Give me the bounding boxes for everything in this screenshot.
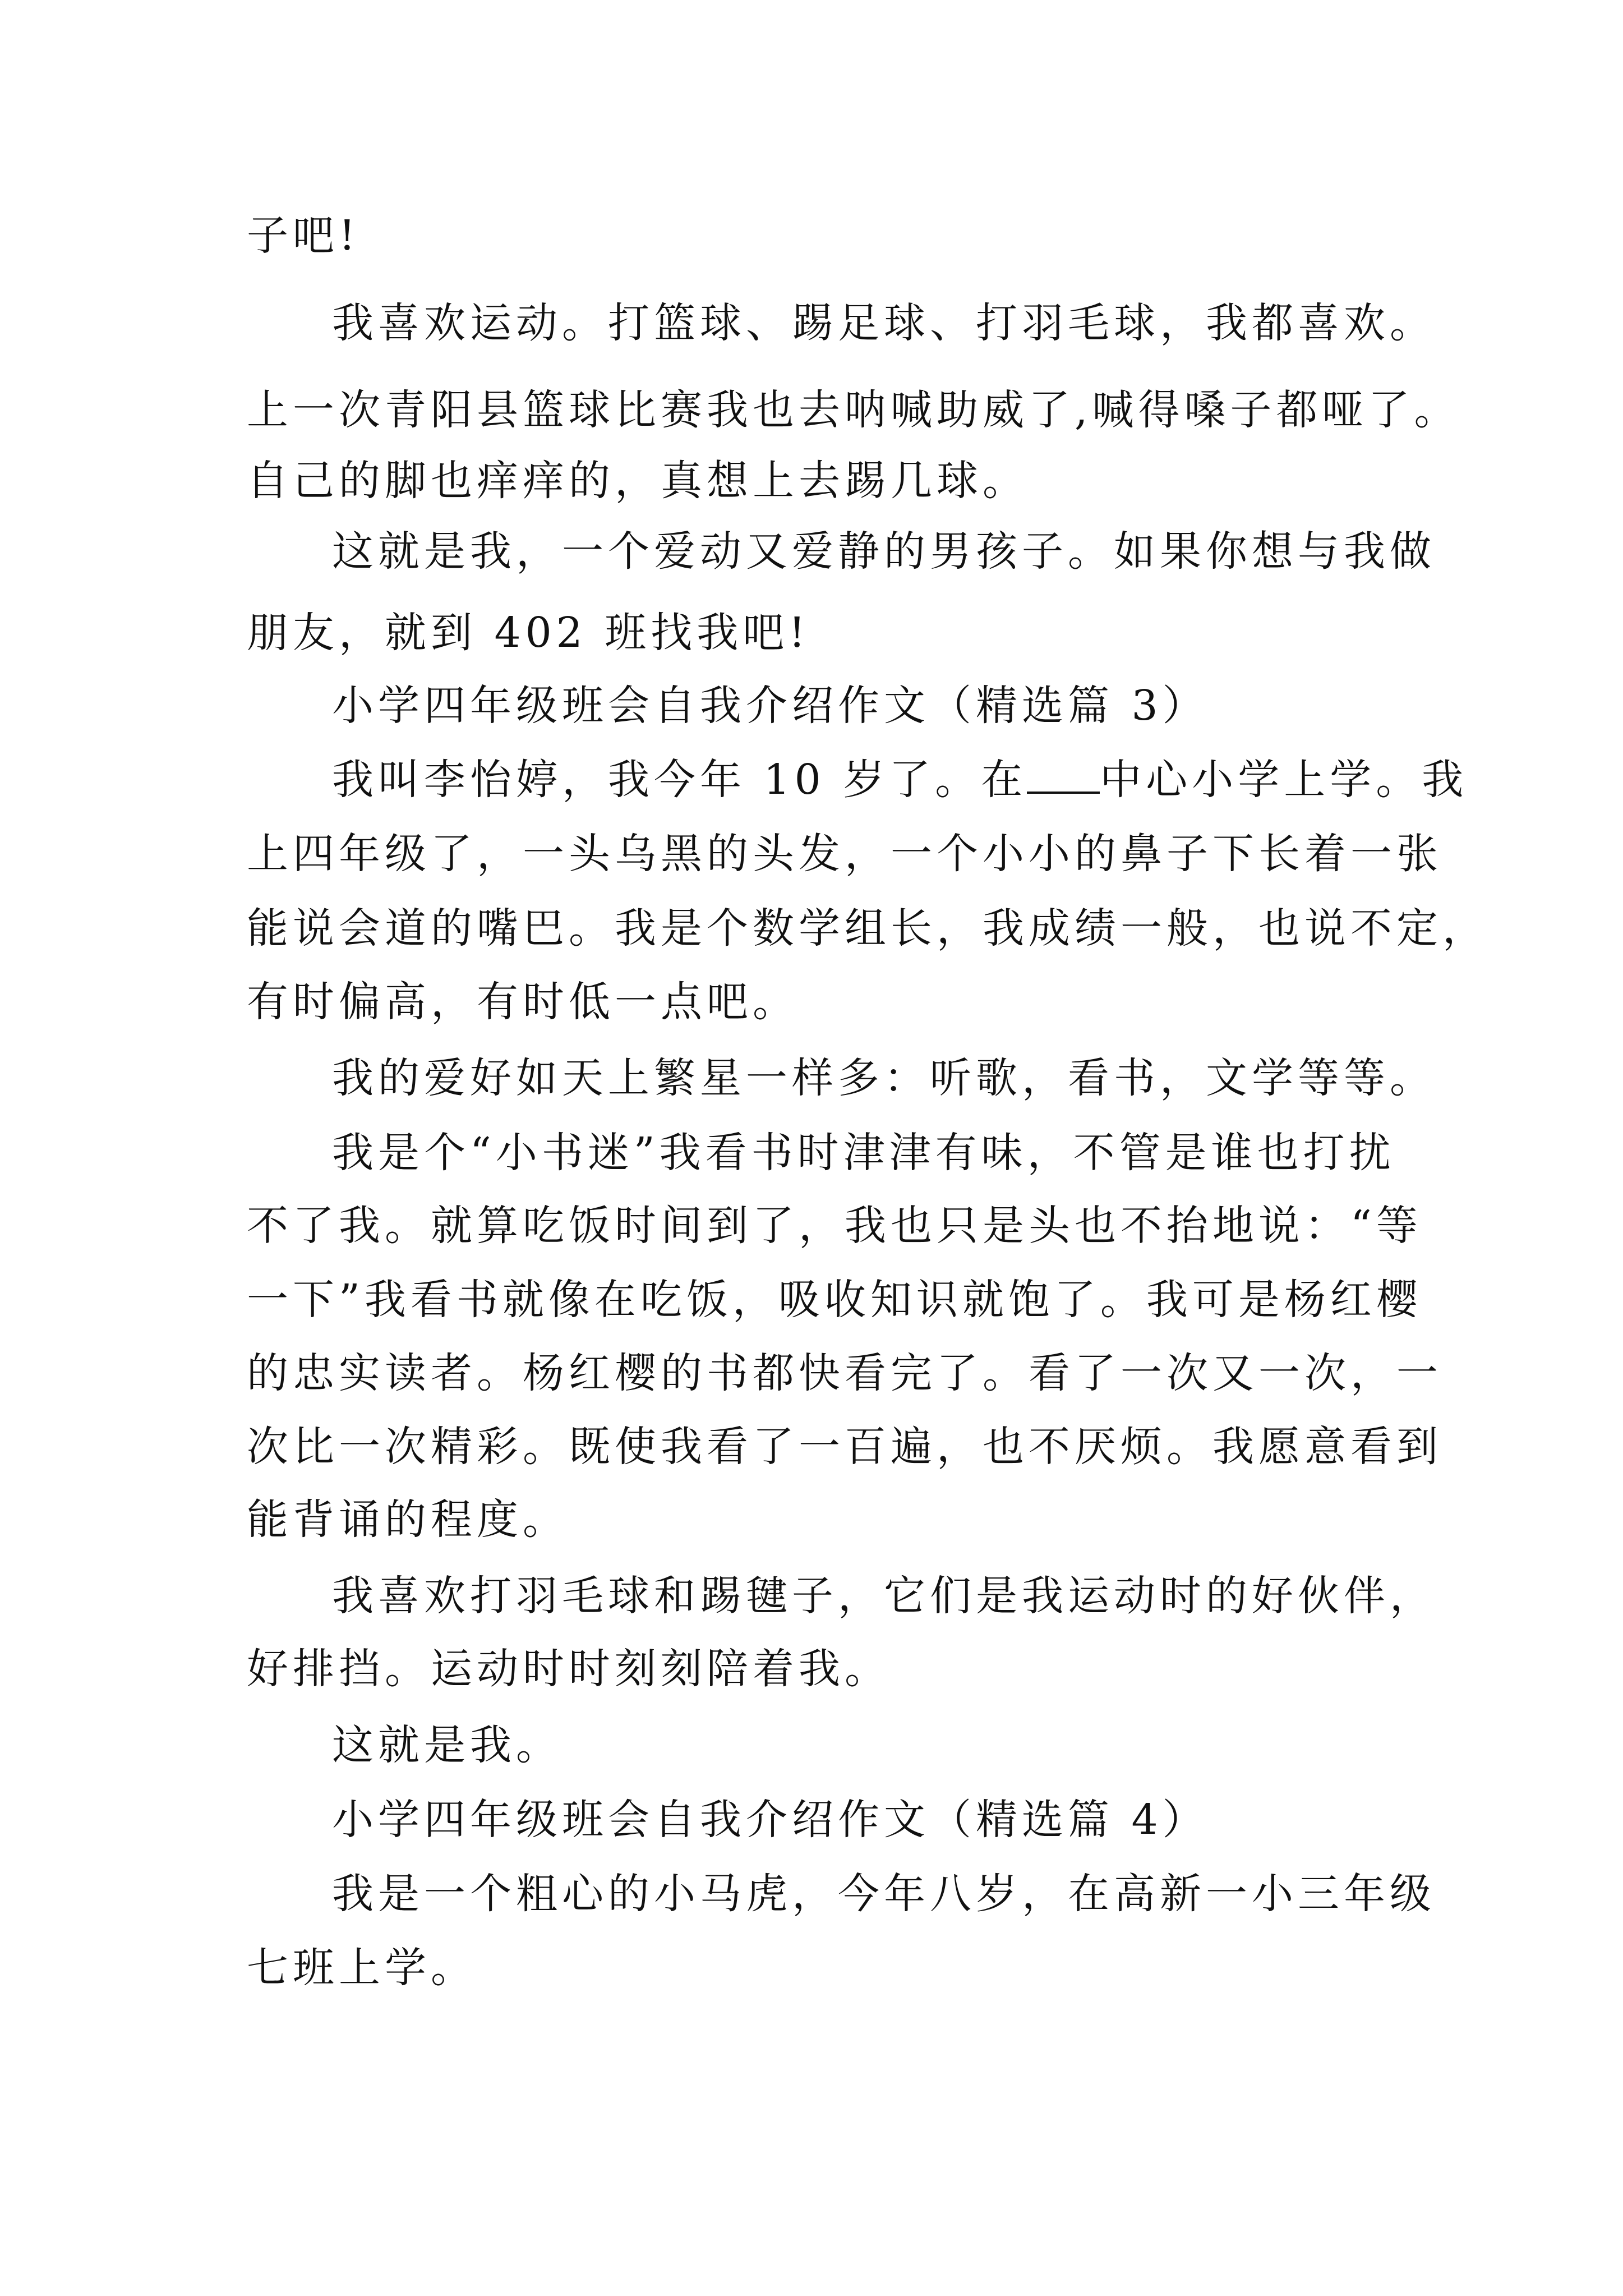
paragraph-start: 这就是我，一个爱动又爱静的男孩子。如果你想与我做 (332, 527, 1436, 576)
text-line: 自己的脚也痒痒的，真想上去踢几球。 (247, 457, 1029, 505)
text-line: 不了我。就算吃饭时间到了，我也只是头也不抬地说：“等 (247, 1202, 1422, 1250)
text-line: 七班上学。 (247, 1944, 477, 1992)
paragraph-start: 我喜欢打羽毛球和踢毽子，它们是我运动时的好伙伴， (332, 1572, 1436, 1620)
text-line: 能说会道的嘴巴。我是个数学组长，我成绩一般，也说不定， (247, 904, 1488, 953)
paragraph-start: 我是一个粗心的小马虎，今年八岁，在高新一小三年级 (332, 1870, 1436, 1918)
paragraph-start: 我是个“小书迷”我看书时津津有味，不管是谁也打扰 (332, 1129, 1395, 1177)
section-heading: 小学四年级班会自我介绍作文（精选篇 3） (332, 682, 1209, 730)
paragraph-start: 我的爱好如天上繁星一样多：听歌，看书，文学等等。 (332, 1054, 1436, 1102)
section-heading: 小学四年级班会自我介绍作文（精选篇 4） (332, 1796, 1209, 1844)
text-segment: 我叫李怡婷，我今年 10 岁了。在 (332, 756, 1027, 804)
text-line: 有时偏高，有时低一点吧。 (247, 978, 799, 1026)
text-segment: 中心小学上学。我 (1100, 756, 1468, 804)
text-line: 能背诵的程度。 (247, 1496, 569, 1544)
text-line: 朋友，就到 402 班找我吧! (247, 609, 810, 657)
fill-in-blank (1027, 752, 1100, 794)
paragraph-start: 这就是我。 (332, 1721, 562, 1769)
text-line: 的忠实读者。杨红樱的书都快看完了。看了一次又一次，一 (247, 1349, 1442, 1397)
text-line: 次比一次精彩。既使我看了一百遍，也不厌烦。我愿意看到 (247, 1423, 1442, 1471)
text-line: 子吧! (247, 211, 360, 260)
text-line: 上四年级了，一头乌黑的头发，一个小小的鼻子下长着一张 (247, 830, 1442, 878)
text-line: 好排挡。运动时时刻刻陪着我。 (247, 1645, 891, 1693)
paragraph-start: 我喜欢运动。打篮球、踢足球、打羽毛球，我都喜欢。 (332, 299, 1436, 347)
text-line: 一下”我看书就像在吃饭，吸收知识就饱了。我可是杨红樱 (247, 1276, 1422, 1324)
paragraph-start (332, 752, 1468, 808)
text-line: 上一次青阳县篮球比赛我也去呐喊助威了,喊得嗓子都哑了。 (247, 386, 1460, 434)
